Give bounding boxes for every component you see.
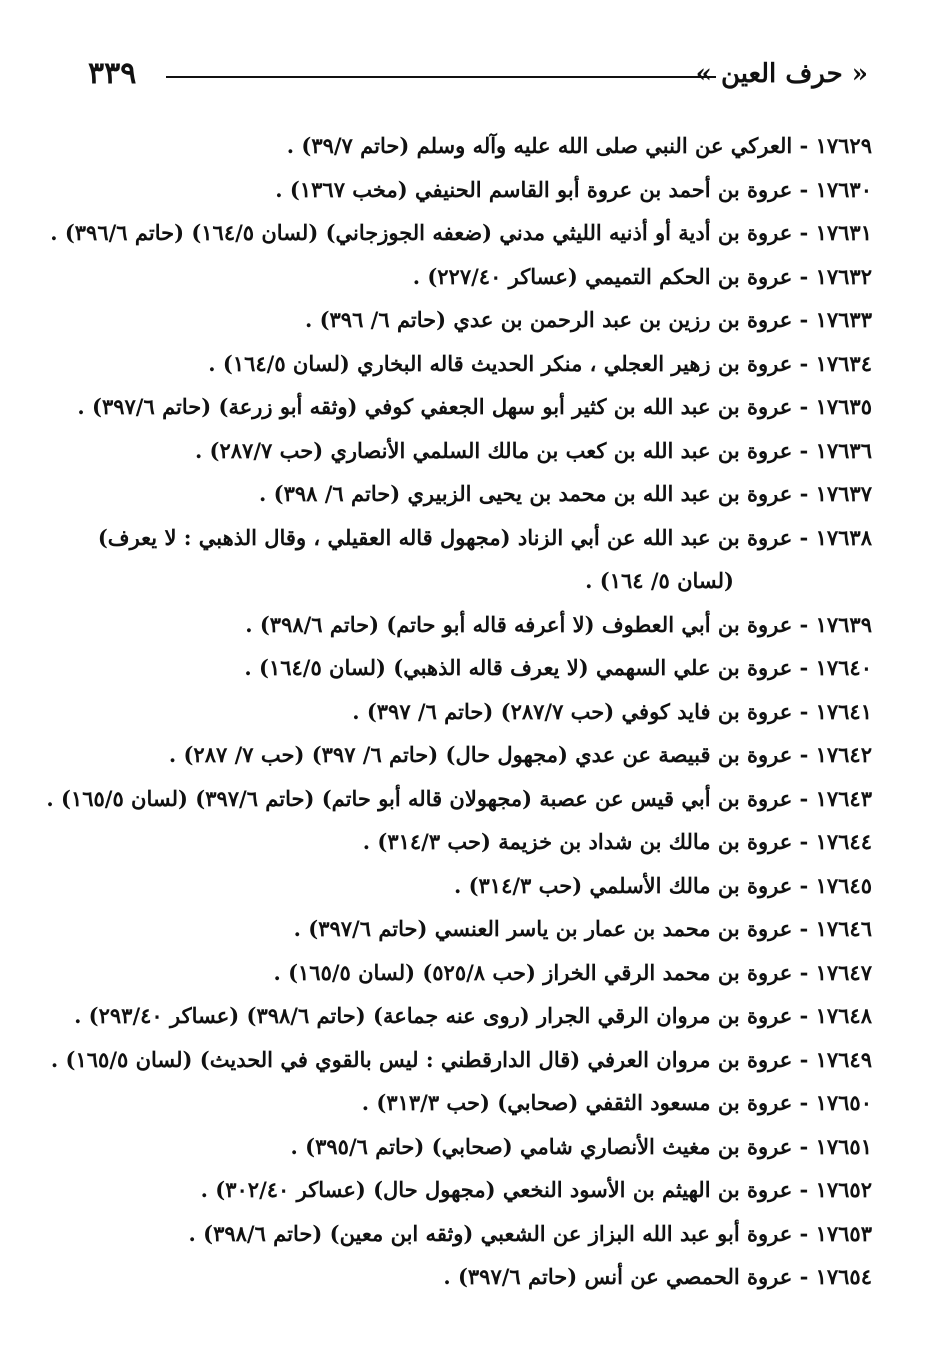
entry-17640: ١٧٦٤٠ - عروة بن علي السهمي (لا يعرف قاله الذهبي) (لسان ١٦٤/٥) . [244, 655, 872, 680]
entry-17647: ١٧٦٤٧ - عروة بن محمد الرقي الخراز (حب ٥٢٥/٨) (لسان ١٦٥/٥) . [273, 959, 872, 985]
entry-17639: ١٧٦٣٩ - عروة بن أبي العطوف (لا أعرفه قاله أبو حاتم) (حاتم ٣٩٨/٦) . [245, 611, 872, 637]
entry-17629: ١٧٦٢٩ - العركي عن النبي صلى الله عليه وآله وسلم (حاتم ٣٩/٧) . [286, 133, 872, 158]
entry-17651: ١٧٦٥١ - عروة بن مغيث الأنصاري شامي (صحابي) (حاتم ٣٩٥/٦) . [290, 1133, 872, 1159]
entry-17644: ١٧٦٤٤ - عروة بن مالك بن شداد بن خزيمة (حب ٣١٤/٣) . [362, 829, 872, 854]
entry-17630: ١٧٦٣٠ - عروة بن أحمد بن عروة أبو القاسم الحنيفي (مخب ١٣٦٧) . [275, 176, 872, 202]
header-rule [166, 76, 716, 78]
entry-17642: ١٧٦٤٢ - عروة بن قبيصة عن عدي (مجهول حال) (حاتم ٦/ ٣٩٧) (حب ٧/ ٢٨٧) . [168, 742, 872, 767]
entry-17632: ١٧٦٣٢ - عروة بن الحكم التميمي (عساكر ٢٢٧/٤٠) . [412, 263, 872, 289]
page-number: ٣٣٩ [88, 56, 137, 91]
entry-17649: ١٧٦٤٩ - عروة بن مروان العرفي (قال الدارقطني : ليس بالقوي في الحديث) (لسان ١٦٥/٥) . [50, 1046, 872, 1072]
entry-17634: ١٧٦٣٤ - عروة بن زهير العجلي ، منكر الحديث قاله البخاري (لسان ١٦٤/٥) . [208, 350, 872, 376]
entry-17654: ١٧٦٥٤ - عروة الحمصي عن أنس (حاتم ٣٩٧/٦) . [443, 1264, 872, 1289]
entry-17648: ١٧٦٤٨ - عروة بن مروان الرقي الجرار (روى عنه جماعة) (حاتم ٣٩٨/٦) (عساكر ٢٩٣/٤٠) . [74, 1003, 872, 1028]
entry-17645: ١٧٦٤٥ - عروة بن مالك الأسلمي (حب ٣١٤/٣) . [453, 872, 872, 898]
entry-17633: ١٧٦٣٣ - عروة بن رزين بن عبد الرحمن بن عدي (حاتم ٦/ ٣٩٦) . [304, 307, 872, 332]
page-header [88, 54, 868, 94]
entry-17636: ١٧٦٣٦ - عروة بن عبد الله بن كعب بن مالك السلمي الأنصاري (حب ٢٨٧/٧) . [194, 437, 872, 463]
chapter-title: « حرف العين » [695, 59, 868, 89]
entry-17635: ١٧٦٣٥ - عروة بن عبد الله بن كثير أبو سهل الجعفي كوفي (وثقه أبو زرعة) (حاتم ٣٩٧/٦) . [77, 394, 872, 419]
entry-list [46, 124, 872, 1299]
entry-17637: ١٧٦٣٧ - عروة بن عبد الله بن محمد بن يحيى الزبيري (حاتم ٦/ ٣٩٨) . [259, 481, 872, 506]
entry-17653: ١٧٦٥٣ - عروة أبو عبد الله البزاز عن الشعبي (وثقه ابن معين) (حاتم ٣٩٨/٦) . [188, 1220, 872, 1246]
entry-17638: ١٧٦٣٨ - عروة بن عبد الله عن أبي الزناد (مجهول قاله العقيلي ، وقال الذهبي : لا يعرف) (لسان ٥/ ١٦٤) . [97, 524, 872, 593]
entry-17650: ١٧٦٥٠ - عروة بن مسعود الثقفي (صحابي) (حب ٣١٣/٣) . [361, 1090, 872, 1115]
entry-17652: ١٧٦٥٢ - عروة بن الهيثم بن الأسود النخعي (مجهول حال) (عساكر ٣٠٢/٤٠) . [200, 1177, 872, 1202]
entry-17641: ١٧٦٤١ - عروة بن فايد كوفي (حب ٢٨٧/٧) (حاتم ٦/ ٣٩٧) . [352, 698, 872, 724]
entry-17631: ١٧٦٣١ - عروة بن أدية أو أذنيه الليثي مدني (ضعفه الجوزجاني) (لسان ١٦٤/٥) (حاتم ٣٩٦/٦) . [50, 220, 872, 245]
entry-17643: ١٧٦٤٣ - عروة بن أبي قيس عن عصبة (مجهولان قاله أبو حاتم) (حاتم ٣٩٧/٦) (لسان ١٦٥/٥) . [46, 785, 872, 811]
entry-17646: ١٧٦٤٦ - عروة بن محمد بن عمار بن ياسر العنسي (حاتم ٣٩٧/٦) . [293, 916, 872, 941]
